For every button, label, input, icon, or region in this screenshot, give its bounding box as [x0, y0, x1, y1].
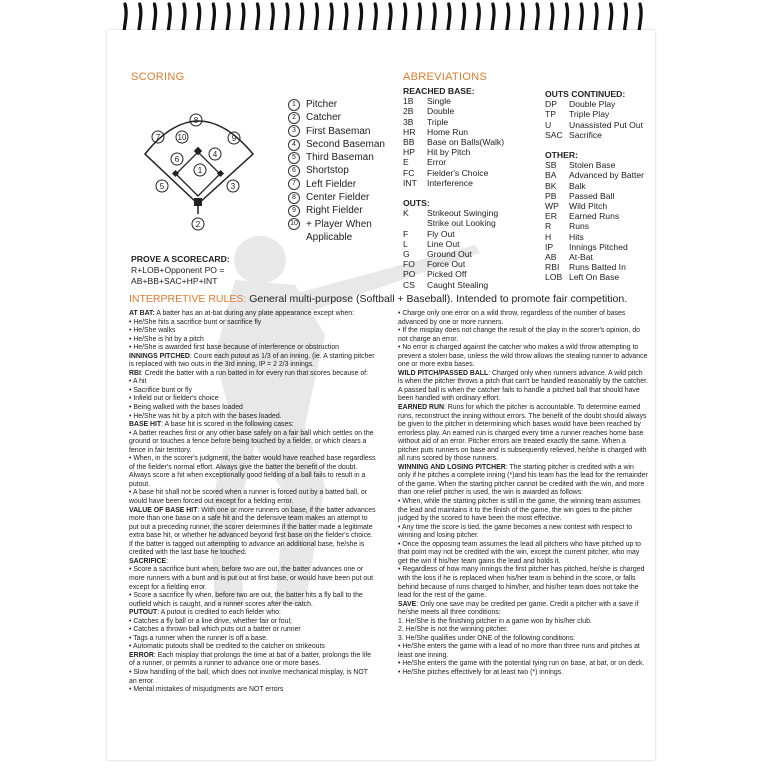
field-diagram — [140, 96, 270, 236]
abbreviation-desc: Left On Base — [569, 272, 620, 283]
diamond-label-10: 10 — [177, 133, 187, 142]
rule-paragraph — [129, 353, 377, 370]
position-number: 1 — [288, 99, 300, 111]
position-number: 2 — [288, 112, 300, 124]
rule-text: : Runs for which the pitcher is accountable. To determine earned runs, reconstruct the inning without errors. The benefit of the doubt should always be given to the pitcher in determining which bases would have been reached by errorless play. An earned run is charged every time a runner reaches home base without aid of an error. Pitcher errors are treated exactly the same. When a pitcher puts runners on base and is subsequently relieved, he/she is charged with all runs scored by those runners. — [398, 404, 647, 463]
rule-paragraph — [129, 370, 377, 379]
position-name: Second Baseman — [306, 138, 385, 150]
abbreviation-desc: Force Out — [427, 259, 466, 270]
abbreviation-row — [403, 106, 504, 116]
abbreviation-desc: Single — [427, 96, 451, 107]
position-name: Shortstop — [306, 165, 349, 177]
abbreviation-row — [545, 201, 644, 211]
abbreviation-code: FC — [403, 167, 415, 178]
abbreviation-row — [403, 117, 504, 127]
position-name: Catcher — [306, 112, 342, 124]
rule-paragraph — [129, 507, 377, 558]
position-name: First Baseman — [306, 125, 371, 137]
rule-heading: EARNED RUN — [398, 404, 444, 412]
rule-paragraph — [129, 336, 377, 345]
abbreviation-row — [403, 269, 498, 279]
rule-heading: ERROR — [129, 651, 154, 659]
position-item — [288, 218, 385, 231]
reached-base-list — [403, 86, 504, 188]
abbreviation-desc: Fly Out — [427, 228, 455, 239]
rule-text: 2. He/She is not the winning pitcher. — [398, 626, 508, 634]
abbreviation-code: F — [403, 228, 409, 239]
abbreviation-code: 3B — [403, 116, 414, 127]
abbreviation-row — [545, 181, 644, 191]
rule-text: • He/She is hit by a pitch — [129, 335, 204, 343]
abbreviation-row — [545, 252, 644, 262]
abbreviation-desc: Passed Ball — [569, 190, 615, 201]
abbreviation-code: FO — [403, 259, 415, 270]
abbreviation-code: DP — [545, 99, 557, 110]
abbreviation-row — [403, 208, 498, 218]
abbreviation-desc: Triple Play — [569, 109, 610, 120]
abbreviation-code: WP — [545, 201, 559, 212]
abbreviation-code: SB — [545, 160, 557, 171]
abbreviation-code: BB — [403, 137, 415, 148]
rule-paragraph — [398, 541, 648, 567]
other-heading: OTHER: — [545, 150, 578, 160]
abbreviation-desc: Runs — [569, 221, 590, 232]
position-item — [288, 178, 385, 191]
abbreviation-code — [403, 218, 427, 228]
abbreviation-code: INT — [403, 177, 417, 188]
position-item — [288, 164, 385, 177]
position-number: 5 — [288, 152, 300, 164]
abbreviation-code: LOB — [545, 272, 563, 283]
abbreviation-desc: Runs Batted In — [569, 262, 626, 273]
abbreviation-desc: At-Bat — [569, 252, 593, 263]
abbreviation-code: L — [403, 238, 408, 249]
rule-paragraph — [398, 669, 648, 678]
abbreviation-row — [403, 259, 498, 269]
abbreviation-code: CS — [403, 279, 415, 290]
rule-text: • He/She enters the game with a lead of no more than three runs and pitches at least one inning. — [398, 643, 640, 659]
abbreviation-code: BA — [545, 170, 557, 181]
abbreviation-code: 1B — [403, 96, 414, 107]
rule-text: • Mental mistakes of misjudgments are NOT errors — [129, 686, 284, 694]
abbreviation-desc: Advanced by Batter — [569, 170, 645, 181]
rule-text: : The starting pitcher is credited with a win only if he pitches a complete inning (*)and his team has the lead for the remainder of the game. When the starting pitcher cannot be credited with the win, and more than one relief pitcher is used, the win is awarded as follows: — [398, 463, 648, 497]
rule-paragraph — [129, 558, 377, 567]
position-item-extra — [288, 231, 385, 244]
rule-paragraph — [398, 404, 648, 464]
position-item — [288, 125, 385, 138]
abbreviation-row — [403, 249, 498, 259]
prove-line-2: AB+BB+SAC+HP+INT — [131, 276, 218, 286]
rule-paragraph — [398, 566, 648, 600]
abbreviation-desc: Hit by Pitch — [427, 147, 471, 158]
rule-paragraph — [129, 592, 377, 609]
abbreviation-row — [545, 242, 644, 252]
rule-heading: AT BAT: — [129, 310, 155, 317]
abbreviation-row — [545, 232, 644, 242]
position-number: 4 — [288, 139, 300, 151]
rule-paragraph — [129, 395, 377, 404]
rule-text: • Score a sacrifice bunt when, before two are out, the batter advances one or more runners with a bunt and is put out at first base, or would have been put out except for a fielding error. — [129, 566, 373, 591]
rule-paragraph — [398, 618, 648, 627]
rule-paragraph — [129, 413, 377, 422]
interpretive-rules-heading — [129, 293, 627, 305]
rule-paragraph — [129, 421, 377, 430]
position-extra: Applicable — [306, 231, 353, 243]
abbreviation-row — [403, 280, 498, 290]
prove-line-1: R+LOB+Opponent PO = — [131, 265, 225, 275]
abbreviation-code: HP — [403, 147, 415, 158]
abbreviation-desc: Strikeout Swinging — [427, 208, 499, 219]
abbreviation-desc: Strike out Looking — [427, 218, 496, 229]
position-item — [288, 191, 385, 204]
rule-paragraph — [129, 652, 377, 669]
abbreviation-code: H — [545, 231, 552, 242]
rule-text: • When, while the starting pitcher is still in the game, the winning team assumes the lead and maintains it to the finish of the game, the win goes to the pitcher judged by the scored to have been the most effective. — [398, 498, 641, 523]
rule-text: : Charged only when runners advance. A wild pitch is when the pitcher throws a pitch that can't be handled reasonably by the catcher. A passed ball is when the catcher fails to handle a pitched ball that should have been handled with ordinary effort. — [398, 369, 648, 403]
abbreviation-row — [545, 160, 644, 170]
position-number: 6 — [288, 165, 300, 177]
rule-paragraph — [129, 387, 377, 396]
abbreviation-row — [403, 96, 504, 106]
abbreviation-desc: Caught Stealing — [427, 279, 489, 290]
rule-text: • Catches a fly ball or a line drive, whether fair or foul; — [129, 617, 292, 625]
abbreviation-row — [545, 221, 644, 231]
rule-text: : — [166, 557, 169, 565]
rules-left-column — [129, 310, 377, 695]
diamond-label-8: 8 — [193, 116, 199, 125]
position-name: + Player When — [306, 218, 372, 230]
rule-text: : Only one save may be credited per game. Credit a pitcher with a save if he/she meets all three conditions: — [398, 600, 639, 617]
rule-paragraph — [129, 319, 377, 328]
abbreviation-desc: Hits — [569, 231, 584, 242]
abbreviation-desc: Stolen Base — [569, 160, 616, 171]
abbreviation-code: E — [403, 157, 409, 168]
abbreviation-row — [403, 137, 504, 147]
diamond-label-5: 5 — [159, 182, 165, 191]
rule-paragraph — [129, 430, 377, 456]
rule-paragraph — [129, 310, 377, 319]
abbreviation-code: ER — [545, 211, 557, 222]
rule-text: • Slow handling of the ball, which does not involve mechanical misplay, is NOT an error. — [129, 668, 368, 685]
rule-text: • Any time the score is tied, the game becomes a new contest with respect to winning and losing pitcher. — [398, 523, 633, 540]
rule-heading: RBI — [129, 369, 141, 377]
abbreviation-code: HR — [403, 126, 416, 137]
abbreviation-code: PO — [403, 269, 416, 280]
rule-paragraph — [398, 524, 648, 541]
rule-text: • Tags a runner when the runner is off a base. — [129, 634, 268, 642]
rule-text: • Infield out or fielder's choice — [129, 395, 219, 403]
abbreviation-desc: Base on Balls(Walk) — [427, 137, 505, 148]
abbreviation-row — [545, 262, 644, 272]
rule-text: • Regardless of how many innings the first pitcher has pitched, he/she is charged with the loss if he is replaced when his/her team is behind in the score, or falls behind because of runs charged to him/her, and his/her team does not take the lead for the rest of the game. — [398, 566, 645, 600]
abbreviation-code: U — [545, 119, 552, 130]
rule-text: • A base hit shall not be scored when a runner is forced out by a batted ball, or would have been forced out except for a fielding error. — [129, 489, 367, 506]
rule-paragraph — [398, 643, 648, 660]
rule-paragraph — [129, 455, 377, 489]
abbreviation-code: PB — [545, 190, 557, 201]
rule-paragraph — [398, 310, 648, 327]
outs-heading: OUTS: — [403, 198, 430, 208]
position-item — [288, 204, 385, 217]
abbreviation-row — [545, 272, 644, 282]
abbreviation-row — [403, 229, 498, 239]
abbreviation-desc: Picked Off — [427, 269, 467, 280]
rule-paragraph — [398, 498, 648, 524]
rule-paragraph — [129, 566, 377, 592]
diamond-label-1: 1 — [197, 166, 203, 175]
rule-text: : A base hit is scored in the following cases: — [161, 421, 294, 429]
rule-heading: INNINGS PITCHED — [129, 352, 190, 360]
position-list — [288, 98, 385, 244]
rule-text: • He/She walks — [129, 327, 176, 335]
abbreviation-desc: Error — [427, 157, 447, 168]
rule-text: • No error is charged against the catcher who makes a wild throw attempting to prevent a stolen base, unless the wild throw allows the stealing runner to advance one or more extra bases. — [398, 344, 648, 369]
rule-text: : Each misplay that prolongs the time at bat of a batter, prolongs the life of a runner, or permits a runner to advance one or more bases. — [129, 651, 372, 668]
rule-text: : A putout is credited to each fielder who: — [157, 609, 281, 617]
abbreviation-row — [403, 147, 504, 157]
reached-base-heading: REACHED BASE: — [403, 86, 475, 96]
abbreviation-code: 2B — [403, 106, 414, 117]
abbreviation-desc: Double — [427, 106, 455, 117]
rule-text: : Count each putout as 1/3 of an inning. (ie. A starting pitcher is replaced with two outs in the 3rd inning, IP = 2 2/3 innings. — [129, 352, 375, 369]
scoring-title: SCORING — [131, 71, 185, 83]
rule-paragraph — [129, 643, 377, 652]
rule-text: 3. He/She qualifies under ONE of the following conditions: — [398, 634, 575, 642]
rule-paragraph — [129, 327, 377, 336]
rule-paragraph — [398, 464, 648, 498]
abbreviation-desc: Fielder's Choice — [427, 167, 489, 178]
rule-text: • Score a sacrifice fly when, before two are out, the batter hits a fly ball to the outfield which is caught, and a runner scores after the catch. — [129, 592, 363, 608]
position-number: 8 — [288, 192, 300, 204]
interpretive-subtitle: General multi-purpose (Softball + Baseball). Intended to promote fair competition. — [249, 293, 628, 305]
abbreviation-row — [545, 120, 643, 130]
rule-paragraph — [398, 660, 648, 669]
rule-text: • Once the opposing team assumes the lead all pitchers who have pitched up to that point may not be credited with the win, except the current pitcher, who may get the win if his/her team gains the lead and holds it. — [398, 540, 641, 565]
abbreviation-desc: Innings Pitched — [569, 241, 628, 252]
rule-heading: BASE HIT — [129, 421, 162, 429]
abbreviation-code: TP — [545, 109, 556, 120]
rule-paragraph — [129, 669, 377, 686]
diamond-label-3: 3 — [230, 182, 236, 191]
abbreviations-title: ABREVIATIONS — [403, 71, 488, 83]
rule-text: 1. He/She is the finishing pitcher in a game won by his/her club. — [398, 617, 592, 625]
abbreviation-code: K — [403, 208, 409, 219]
position-number: 7 — [288, 178, 300, 190]
abbreviation-row — [545, 109, 643, 119]
abbreviation-desc: Unassisted Put Out — [569, 119, 644, 130]
position-name: Center Fielder — [306, 192, 370, 204]
abbreviation-desc: Line Out — [427, 238, 460, 249]
abbreviation-row — [545, 191, 644, 201]
position-name: Left Fielder — [306, 178, 357, 190]
rule-paragraph — [398, 635, 648, 644]
position-item — [288, 98, 385, 111]
rule-paragraph — [398, 344, 648, 370]
rule-paragraph — [129, 635, 377, 644]
rule-heading: VALUE OF BASE HIT — [129, 506, 198, 514]
abbreviation-desc: Interference — [427, 177, 473, 188]
abbreviation-code: RBI — [545, 262, 560, 273]
position-item — [288, 111, 385, 124]
rule-text: • If the misplay does not change the result of the play in the scorer's opinion, do not charge an error. — [398, 327, 640, 343]
rule-text: • Catches a thrown ball which puts out a batter or runner — [129, 626, 301, 634]
rule-text: A batter has an at-bat during any plate appearance except when: — [154, 310, 354, 317]
rule-heading: PUTOUT — [129, 609, 158, 617]
abbreviation-row — [403, 168, 504, 178]
prove-heading: PROVE A SCORECARD: — [131, 254, 230, 264]
abbreviation-row — [403, 127, 504, 137]
rule-paragraph — [129, 404, 377, 413]
abbreviation-desc: Earned Runs — [569, 211, 620, 222]
rule-text: • He/She pitches effectively for at least two (*) innings. — [398, 668, 564, 676]
abbreviation-row — [545, 130, 643, 140]
rule-paragraph — [129, 686, 377, 695]
rule-heading: WINNING AND LOSING PITCHER — [398, 463, 506, 471]
rule-text: • He/She was hit by a pitch with the bases loaded. — [129, 412, 282, 420]
abbreviation-desc: Ground Out — [427, 249, 472, 260]
other-list — [545, 150, 644, 283]
diamond-label-2: 2 — [195, 220, 201, 229]
position-number: 3 — [288, 125, 300, 137]
position-number: 10 — [288, 218, 300, 230]
abbreviation-desc: Wild Pitch — [569, 201, 608, 212]
abbreviation-code: IP — [545, 241, 554, 252]
rule-text: • A batter reaches first or any other base safely on a fair ball which settles on the ground or touches a fence before being touched by a fielder, or which clears a fence in fair territory. — [129, 429, 374, 454]
abbreviation-code: SAC — [545, 129, 563, 140]
rule-paragraph — [129, 378, 377, 387]
abbreviation-row — [545, 211, 644, 221]
rule-paragraph — [398, 626, 648, 635]
abbreviation-row — [403, 178, 504, 188]
abbreviation-code: G — [403, 249, 410, 260]
outs-continued-list — [545, 89, 643, 140]
rule-text: : With one or more runners on base, if the batter advances more than one base on a safe hit and the defensive team makes an attempt to put out a preceding runner, the scorer determines if the batter made a legitimate extra base hit, or whether he advanced beyond first base on the fielder's choice. If the batter is tagged out attempting to advance an additional base, he/she is credited with the last base he touched. — [129, 506, 376, 557]
diamond-label-6: 6 — [174, 155, 180, 164]
rule-text: • He/She enters the game with the potential tying run on base, at bat, or on deck. — [398, 660, 645, 668]
diamond-label-9: 9 — [231, 134, 237, 143]
diamond-label-4: 4 — [212, 150, 218, 159]
rule-paragraph — [129, 618, 377, 627]
abbreviation-desc: Balk — [569, 180, 586, 191]
rule-heading: SACRIFICE — [129, 557, 167, 565]
rule-paragraph — [398, 370, 648, 404]
rule-text: • He/She hits a sacrifice bunt or sacrifice fly — [129, 318, 262, 326]
rule-text: • Automatic putouts shall be credited to the catcher on strikeouts — [129, 643, 325, 651]
rules-right-column — [398, 310, 648, 678]
abbreviation-row — [403, 218, 498, 228]
abbreviation-row — [403, 157, 504, 167]
position-item — [288, 138, 385, 151]
rule-paragraph — [129, 489, 377, 506]
position-item — [288, 151, 385, 164]
prove-scorecard — [131, 254, 230, 287]
rule-paragraph — [398, 327, 648, 344]
position-name: Third Baseman — [306, 152, 374, 164]
abbreviation-row — [545, 170, 644, 180]
abbreviation-desc: Triple — [427, 116, 449, 127]
abbreviation-code: AB — [545, 252, 557, 263]
position-name: Pitcher — [306, 99, 338, 110]
rule-text: • A hit — [129, 378, 147, 386]
abbreviation-row — [403, 239, 498, 249]
rule-paragraph — [129, 626, 377, 635]
rule-paragraph — [129, 609, 377, 618]
abbreviation-desc: Double Play — [569, 99, 616, 110]
abbreviation-code: BK — [545, 180, 557, 191]
position-name: Right Fielder — [306, 205, 363, 217]
rule-paragraph — [398, 601, 648, 618]
outs-continued-heading: OUTS CONTINUED: — [545, 89, 626, 99]
rule-text: • Sacrifice bunt or fly — [129, 386, 192, 394]
rule-text: • When, in the scorer's judgment, the batter would have reached base regardless of the fielder's normal effort. Always give the batter the benefit of the doubt. Always score a hit when exceptionally good fielding of a ball fails to result in a putout. — [129, 455, 376, 488]
abbreviation-code: R — [545, 221, 552, 232]
rule-paragraph — [129, 344, 377, 353]
interpretive-title: INTERPRETIVE RULES: — [129, 293, 247, 305]
outs-list — [403, 198, 498, 290]
diamond-label-7: 7 — [155, 133, 161, 142]
rule-text: : Credit the batter with a run batted in for every run that scores because of: — [140, 369, 369, 377]
abbreviation-row — [545, 99, 643, 109]
abbreviation-desc: Home Run — [427, 126, 469, 137]
rule-heading: WILD PITCH/PASSED BALL — [398, 369, 489, 377]
rule-text: • Charge only one error on a wild throw, regardless of the number of bases advanced by one or more runners. — [398, 310, 626, 326]
position-number: 9 — [288, 205, 300, 217]
abbreviation-desc: Sacrifice — [569, 129, 602, 140]
rule-heading: SAVE — [398, 600, 417, 608]
rule-text: • Being walked with the bases loaded — [129, 404, 243, 412]
rule-text: • He/She is awarded first base because of interference or obstruction — [129, 344, 340, 352]
